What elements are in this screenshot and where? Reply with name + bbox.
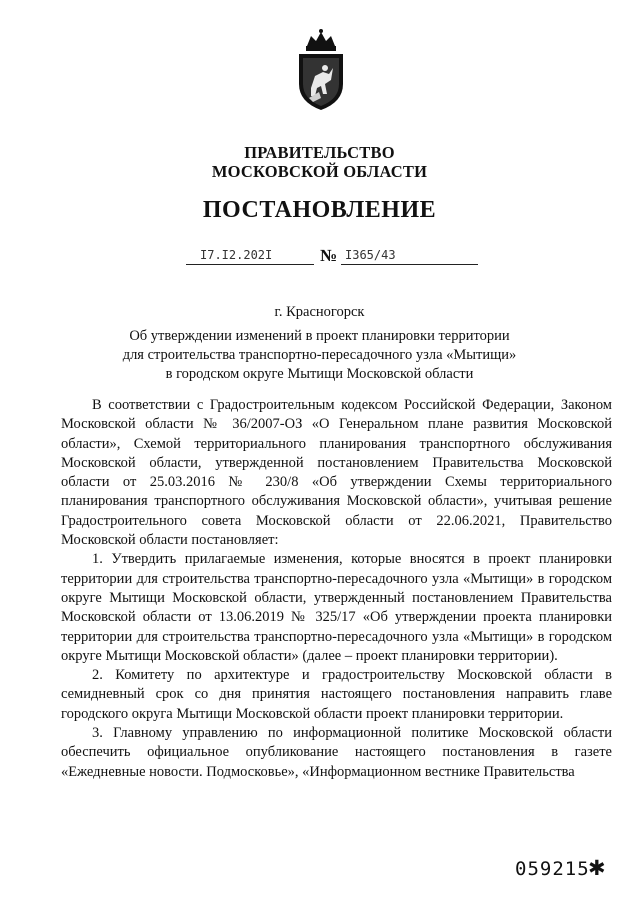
subject-line: в городском округе Мытищи Московской области <box>165 366 474 382</box>
decree-body <box>61 396 612 782</box>
document-type-title: ПОСТАНОВЛЕНИЕ <box>202 197 437 223</box>
item-3-paragraph: 3. Главному управлению по информационной политике Московской области обеспечить официальное опубликование настоящего постановления в газете «Ежедневные новости. Подмосковье», «Информационном вестнике Правительства <box>61 725 612 780</box>
government-title-line1: ПРАВИТЕЛЬСТВО <box>244 143 395 162</box>
item-1-paragraph: 1. Утвердить прилагаемые изменения, которые вносятся в проект планировки территории для строительства транспортно-пересадочного узла «Мытищи» в городском округе Мытищи Московской области, утвержденный постановлением Правительства Московской области от 13.06.2019 № 325/17 «Об утверждении проекта планировки территории для строительства транспортно-пересадочного узла «Мытищи» в городском округе Мытищи Московской области» (далее – проект планировки территории). <box>61 551 612 664</box>
decree-subject <box>0 327 639 384</box>
city: г. Красногорск <box>274 304 365 320</box>
number-sign: № <box>320 246 338 265</box>
decree-date: I7.I2.202I <box>186 247 314 265</box>
star-icon: ✱ <box>588 856 606 880</box>
serial-number: 059215 <box>515 858 590 880</box>
government-title-line2: МОСКОВСКОЙ ОБЛАСТИ <box>211 162 428 181</box>
decree-number: I365/43 <box>341 247 478 265</box>
subject-line: для строительства транспортно-пересадочного узла «Мытищи» <box>122 347 517 363</box>
item-2-paragraph: 2. Комитету по архитектуре и градостроительству Московской области в семидневный срок со дня принятия настоящего постановления направить главе городского округа Мытищи Московской области проект планировки территории. <box>61 667 612 722</box>
preamble-paragraph: В соответствии с Градостроительным кодексом Российской Федерации, Законом Московской области № 36/2007-ОЗ «О Генеральном плане развития Московской области», Схемой территориального планирования транспортного обслуживания Московской области, утвержденной постановлением Правительства Московской области от 25.03.2016 № 230/8 «Об утверждении Схемы территориального планирования транспортного обслуживания Московской области», учитывая решение Градостроительного совета Московской области от 22.06.2021, Правительство Московской области постановляет: <box>61 397 612 549</box>
subject-line: Об утверждении изменений в проект планировки территории <box>129 328 510 344</box>
coat-of-arms-icon <box>295 28 347 112</box>
